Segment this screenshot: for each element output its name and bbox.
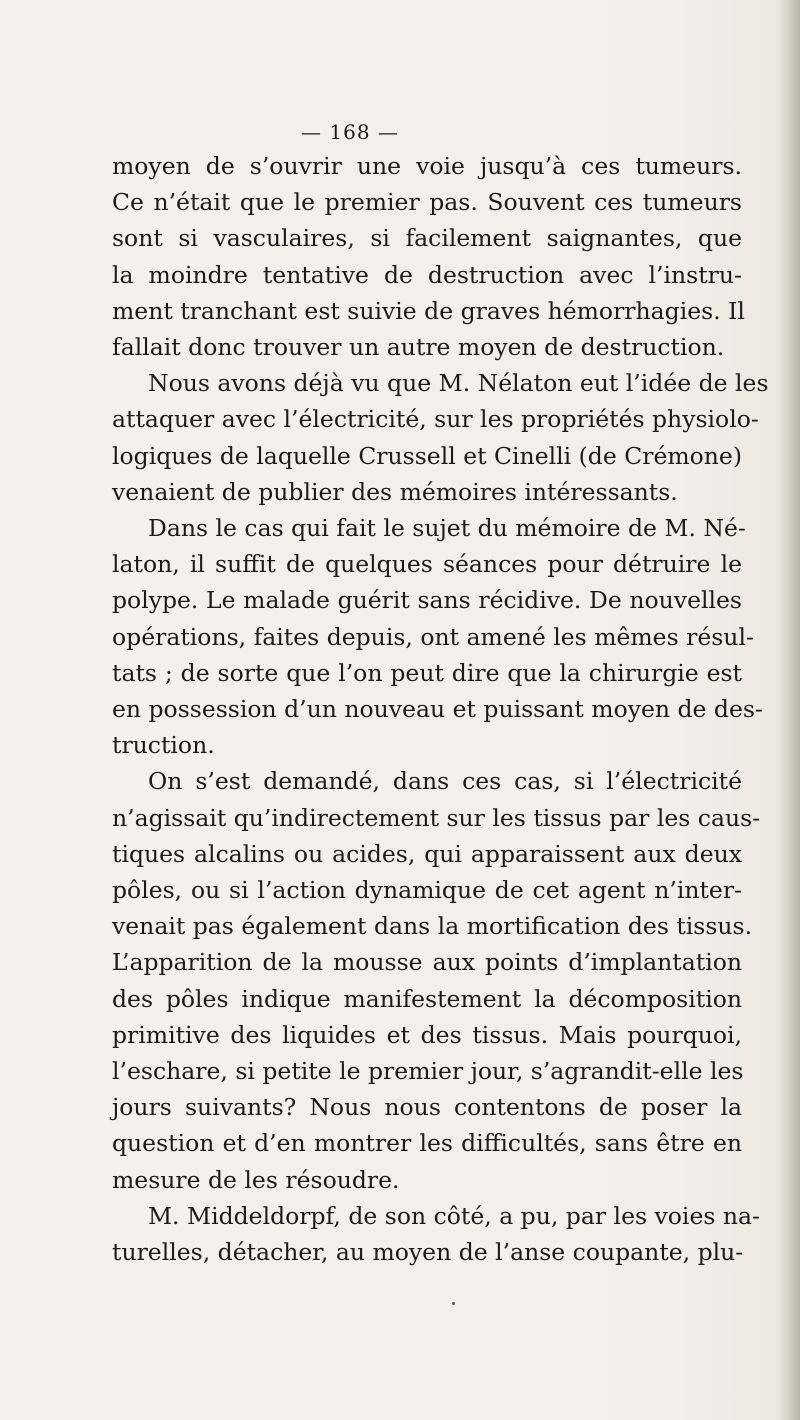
text-line: M. Middeldorpf, de son côté, a pu, par les voies na-	[148, 1201, 760, 1230]
text-line: n’agissait qu’indirectement sur les tissus par les caus-	[112, 803, 761, 832]
text-line: ment tranchant est suivie de graves hémorrhagies. Il	[112, 296, 745, 325]
text-line: mesure de les résoudre.	[112, 1165, 400, 1194]
text-line: question et d’en montrer les difficultés, sans être en	[112, 1129, 742, 1158]
text-line: jours suivants? Nous nous contentons de poser la	[112, 1093, 742, 1122]
text-line: pôles, ou si l’action dynamique de cet agent n’inter-	[112, 876, 742, 905]
text-line: moyen de s’ouvrir une voie jusqu’à ces tumeurs.	[112, 152, 742, 180]
text-line: laton, il suffit de quelques séances pour détruire le	[112, 550, 742, 579]
page-number: — 168 —	[301, 120, 399, 144]
text-line: Dans le cas qui fait le sujet du mémoire de M. Né-	[148, 514, 746, 543]
page-edge-shadow	[778, 0, 800, 1420]
text-line: la moindre tentative de destruction avec l’instru-	[112, 260, 742, 289]
text-line: en possession d’un nouveau et puissant moyen de des-	[112, 695, 763, 724]
text-line: On s’est demandé, dans ces cas, si l’électricité	[148, 767, 742, 796]
text-line: Nous avons déjà vu que M. Nélaton eut l’idée de les	[148, 369, 769, 398]
text-line: sont si vasculaires, si facilement saignantes, que	[112, 224, 742, 253]
text-line: tiques alcalins ou acides, qui apparaissent aux deux	[112, 839, 742, 868]
text-line: attaquer avec l’électricité, sur les propriétés physiolo-	[112, 405, 759, 434]
text-line: L’apparition de la mousse aux points d’implantation	[112, 948, 742, 977]
text-line: venaient de publier des mémoires intéressants.	[112, 477, 678, 506]
text-line: Ce n’était que le premier pas. Souvent ces tumeurs	[112, 188, 742, 217]
text-line: des pôles indique manifestement la décomposition	[112, 984, 742, 1013]
text-line: fallait donc trouver un autre moyen de destruction.	[112, 333, 725, 362]
text-line: logiques de laquelle Crussell et Cinelli (de Crémone)	[112, 441, 742, 470]
text-line: turelles, détacher, au moyen de l’anse coupante, plu-	[112, 1238, 744, 1267]
ink-speck	[452, 1302, 455, 1305]
text-line: tats ; de sorte que l’on peut dire que la chirurgie est	[112, 658, 742, 687]
text-line: primitive des liquides et des tissus. Mais pourquoi,	[112, 1020, 742, 1049]
text-line: truction.	[112, 731, 215, 760]
body-text	[112, 148, 769, 1270]
text-line: polype. Le malade guérit sans récidive. De nouvelles	[112, 586, 742, 615]
text-line: venait pas également dans la mortification des tissus.	[112, 912, 753, 941]
text-line: l’eschare, si petite le premier jour, s’agrandit-elle les	[112, 1057, 744, 1086]
text-line: opérations, faites depuis, ont amené les mêmes résul-	[112, 622, 754, 651]
